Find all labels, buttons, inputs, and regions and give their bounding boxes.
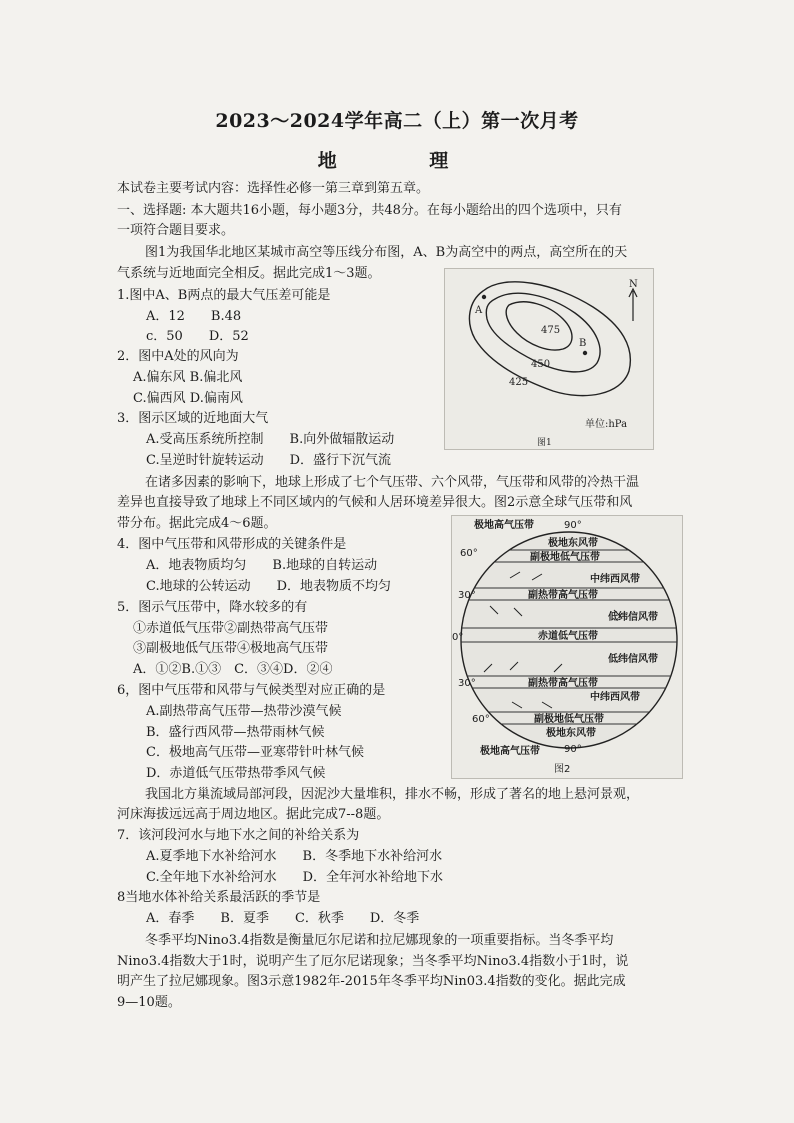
label-point-b: B	[579, 338, 587, 349]
label-unit: 单位:hPa	[585, 419, 628, 430]
label-isobar-450: 450	[531, 359, 551, 370]
belt-label-polar-high-north: 极地高气压带	[474, 520, 534, 531]
pressure-belts-svg	[452, 516, 682, 778]
belt-label-polar-easterlies-south: 极地东风带	[546, 728, 596, 739]
question-6-stem: 6，图中气压带和风带与气候类型对应正确的是	[117, 683, 386, 698]
question-2-options: A.偏东风 B.偏北风	[133, 370, 243, 385]
question-6-option-c: C．极地高气压带—亚寒带针叶林气候	[146, 745, 364, 760]
question-3-stem: 3．图示区域的近地面大气	[117, 411, 269, 426]
label-point-a: A	[475, 305, 483, 316]
figure-1-isobar-map	[444, 268, 654, 450]
belt-label-trade-winds-north: 低纬信风带	[608, 612, 658, 623]
passage-4-line: 明产生了拉尼娜现象。图3示意1982年-2015年冬季平均Nin03.4指数的变化。据此完成	[117, 974, 626, 989]
question-7-options: C.全年地下水补给河水 D．全年河水补给地下水	[146, 870, 444, 885]
question-7-options: A.夏季地下水补给河水 B．冬季地下水补给河水	[146, 849, 443, 864]
question-4-options: C.地球的公转运动 D．地表物质不均匀	[146, 579, 392, 594]
lat-label-60s: 60°	[472, 714, 490, 725]
passage-4-line: 9—10题。	[117, 995, 181, 1010]
passage-4-line: 冬季平均Nino3.4指数是衡量厄尔尼诺和拉尼娜现象的一项重要指标。当冬季平均	[145, 933, 614, 948]
passage-3-line: 河床海拔远远高于周边地区。据此完成7--8题。	[117, 807, 390, 822]
question-1-options: c．50 D．52	[146, 329, 249, 344]
passage-3-line: 我国北方巢流域局部河段，因泥沙大量堆积，排水不畅，形成了著名的地上悬河景观，	[145, 787, 640, 802]
question-5-stem: 5．图示气压带中，降水较多的有	[117, 600, 308, 615]
question-8-options: A．春季 B．夏季 C．秋季 D．冬季	[146, 911, 420, 926]
belt-label-polar-easterlies-north: 极地东风带	[548, 538, 598, 549]
question-3-options: A.受高压系统所控制 B.向外做辐散运动	[146, 432, 395, 447]
belt-label-trade-winds-south: 低纬信风带	[608, 654, 658, 665]
section-instructions-cont: 一项符合题目要求。	[117, 223, 235, 238]
question-4-options: A．地表物质均匀 B.地球的自转运动	[146, 558, 378, 573]
figure-2-pressure-belts	[451, 515, 683, 779]
passage-2-line: 在诸多因素的影响下，地球上形成了七个气压带、六个风带，气压带和风带的冷热干温	[145, 475, 640, 490]
point-a-dot	[482, 295, 486, 299]
label-isobar-425: 425	[509, 377, 529, 388]
belt-label-equatorial-low: 赤道低气压带	[538, 631, 598, 642]
question-5-items: ③副极地低气压带④极地高气压带	[133, 641, 329, 656]
passage-1-line: 图1为我国华北地区某城市高空等压线分布图，A、B为高空中的两点，高空所在的天	[145, 245, 628, 260]
point-b-dot	[583, 351, 587, 355]
belt-label-westerlies-south: 中纬西风带	[590, 692, 640, 703]
lat-label-0: 0°	[452, 632, 464, 643]
subject-title: 地 理	[317, 150, 477, 172]
question-7-stem: 7．该河段河水与地下水之间的补给关系为	[117, 828, 360, 843]
question-3-options: C.呈逆时针旋转运动 D．盛行下沉气流	[146, 453, 392, 468]
question-2-options: C.偏西风 D.偏南风	[133, 391, 243, 406]
label-north: N	[629, 279, 638, 290]
question-6-option-d: D．赤道低气压带热带季风气候	[146, 766, 326, 781]
lat-label-30s: 30°	[458, 678, 476, 689]
question-1-stem: 1.图中A、B两点的最大气压差可能是	[117, 288, 331, 303]
figure-1-caption: 图1	[537, 438, 552, 448]
lat-label-90s: 90°	[564, 744, 582, 755]
question-5-items: ①赤道低气压带②副热带高气压带	[133, 621, 329, 636]
belt-label-subpolar-low-south: 副极地低气压带	[534, 714, 604, 725]
isobar-475-line	[506, 302, 572, 350]
passage-2-line: 差异也直接导致了地球上不同区域内的气候和人居环境差异很大。图2示意全球气压带和风	[117, 495, 633, 510]
figure-2-caption: 图2	[554, 764, 571, 775]
belt-label-westerlies-north: 中纬西风带	[590, 574, 640, 585]
isobar-425-line	[469, 282, 630, 396]
belt-label-subtropical-high-south: 副热带高气压带	[528, 678, 598, 689]
label-isobar-475: 475	[541, 325, 561, 336]
isobar-map-svg	[445, 269, 653, 449]
question-6-option-a: A.副热带高气压带—热带沙漠气候	[146, 704, 342, 719]
belt-label-polar-high-south: 极地高气压带	[480, 746, 540, 757]
question-6-option-b: B．盛行西风带—热带雨林气候	[146, 725, 325, 740]
belt-label-subtropical-high-north: 副热带高气压带	[528, 590, 598, 601]
passage-1-line: 气系统与近地面完全相反。据此完成1～3题。	[117, 266, 381, 281]
wind-arrow-icon	[492, 540, 502, 546]
passage-2-line: 带分布。据此完成4～6题。	[117, 516, 277, 531]
question-2-stem: 2．图中A处的风向为	[117, 349, 239, 364]
lat-label-30n: 30°	[458, 590, 476, 601]
question-1-options: A．12 B.48	[146, 309, 242, 324]
lat-label-60n: 60°	[460, 548, 478, 559]
passage-4-line: Nino3.4指数大于1时，说明产生了厄尔尼诺现象；当冬季平均Nino3.4指数小于1时，说	[117, 954, 629, 969]
question-5-options: A．①②B.①③ C．③④D．②④	[133, 662, 333, 677]
exam-title: 2023～2024学年高二（上）第一次月考	[215, 110, 579, 132]
lat-label-90n: 90°	[564, 520, 582, 531]
question-4-stem: 4．图中气压带和风带形成的关键条件是	[117, 537, 347, 552]
belt-label-subpolar-low-north: 副极地低气压带	[530, 552, 600, 563]
question-8-stem: 8当地水体补给关系最活跃的季节是	[117, 890, 321, 905]
section-instructions: 一、选择题: 本大题共16小题，每小题3分，共48分。在每小题给出的四个选项中，只有	[117, 203, 622, 218]
exam-scope: 本试卷主要考试内容：选择性必修一第三章到第五章。	[117, 181, 430, 196]
